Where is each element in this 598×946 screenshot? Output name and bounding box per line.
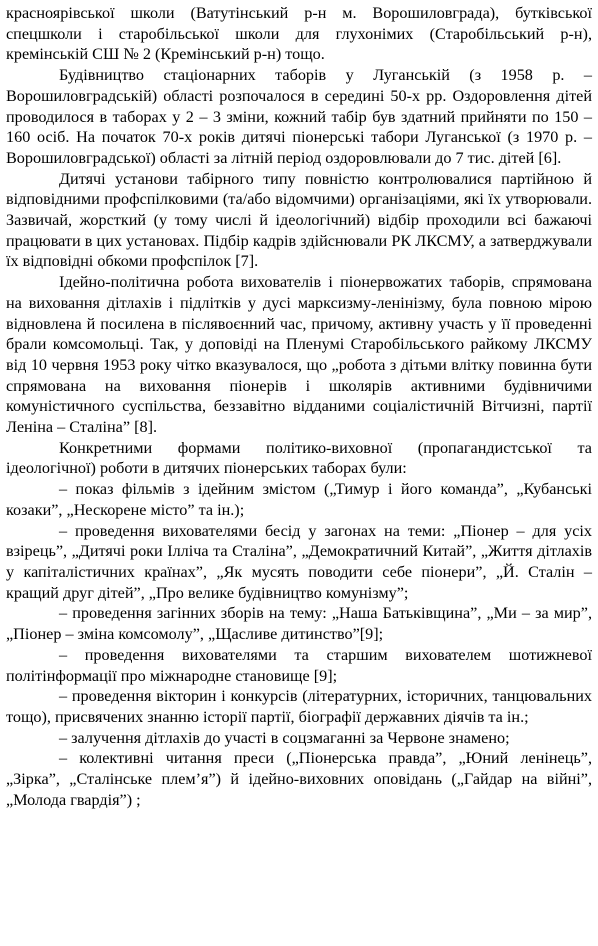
paragraph-ideological-work: Ідейно-політична робота вихователів і піонервожатих таборів, спрямована на виховання дітлахів і підлітків у дусі марксизму-ленінізму, була повною мірою відновлена й посилена в післявоєнний час, причому, активну участь у її проведенні брали комсомольці. Так, у доповіді на Пленумі Старобільського райкому ЛКСМУ від 10 червня 1953 року чітко вказувалося, що „робота з дітьми влітку повинна бути спрямована на виховання піонерів і школярів активними будівничими комуністичного суспільства, беззавітно відданими соціалістичній Вітчизні, партії Леніна – Сталіна” [8]. — [6, 273, 592, 437]
list-item: – проведення загінних зборів на тему: „Наша Батьківщина”, „Ми – за мир”, „Піонер – зміна комсомолу”, „Щасливе дитинство”[9]; — [6, 604, 592, 644]
list-item: – залучення дітлахів до участі в соцзмаганні за Червоне знамено; — [59, 728, 510, 747]
list-item: – проведення вікторин і конкурсів (літературних, історичних, танцювальних тощо), присвячених знанню історії партії, біографії державних діячів та ін.; — [6, 687, 592, 726]
paragraph-continuation: красноярівської школи (Ватутінський р-н м. Ворошиловграда), бутківської спецшколи і старобільської школи для глухонімих (Старобільський р-н), кремінській СШ № 2 (Кремінський р-н) тощо. — [6, 4, 592, 64]
paragraph-forms-intro: Конкретними формами політико-виховної (пропагандистської та ідеологічної) роботи в дитячих піонерських таборах були: — [6, 438, 592, 478]
list-item: – проведення вихователями бесід у загонах на теми: „Піонер – для усіх взірець”, „Дитячі роки Ілліча та Сталіна”, „Демократичний Китай”, „Життя дітлахів у капіталістичних країнах”, „Як мусять поводити себе піонери”, „Й. Сталін – кращий друг дітей”, „Про велике будівництво комунізму”; — [6, 521, 592, 602]
list-item: – колективні читання преси („Піонерська правда”, „Юний ленінець”, „Зірка”, „Сталінське плем’я”) й ідейно-виховних оповідань („Гайдар на війні”, „Молода гвардія”) ; — [6, 749, 592, 809]
paragraph-camp-control: Дитячі установи табірного типу повністю контролювалися партійною й відповідними профспілковими (та/або відомчими) організаціями, які їх утворювали. Зазвичай, жорсткий (у тому числі й ідеологічний) відбір проходили всі бажаючі працювати в цих установах. Підбір кадрів здійснювали РК ЛКСМУ, а затверджували їх відповідні обкоми профспілок [7]. — [6, 169, 592, 271]
list-item: – проведення вихователями та старшим вихователем шотижневої політінформації про міжнародне становище [9]; — [6, 645, 592, 685]
paragraph-camps-construction: Будівництво стаціонарних таборів у Луганській (з 1958 р. – Ворошиловградській) області розпочалося в середині 50-х рр. Оздоровлення дітей проводилося в таборах у 2 – 3 зміни, кожний табір був здатний прийняти по 150 – 160 осіб. На початок 70-х років дитячі піонерські табори Луганської (з 1970 р. – Ворошиловградської) області за літній період оздоровлювали до 7 тис. дітей [6]. — [6, 66, 592, 167]
list-item: – показ фільмів з ідейним змістом („Тимур і його команда”, „Кубанські козаки”, „Нескорене місто” та ін.); — [6, 480, 592, 519]
